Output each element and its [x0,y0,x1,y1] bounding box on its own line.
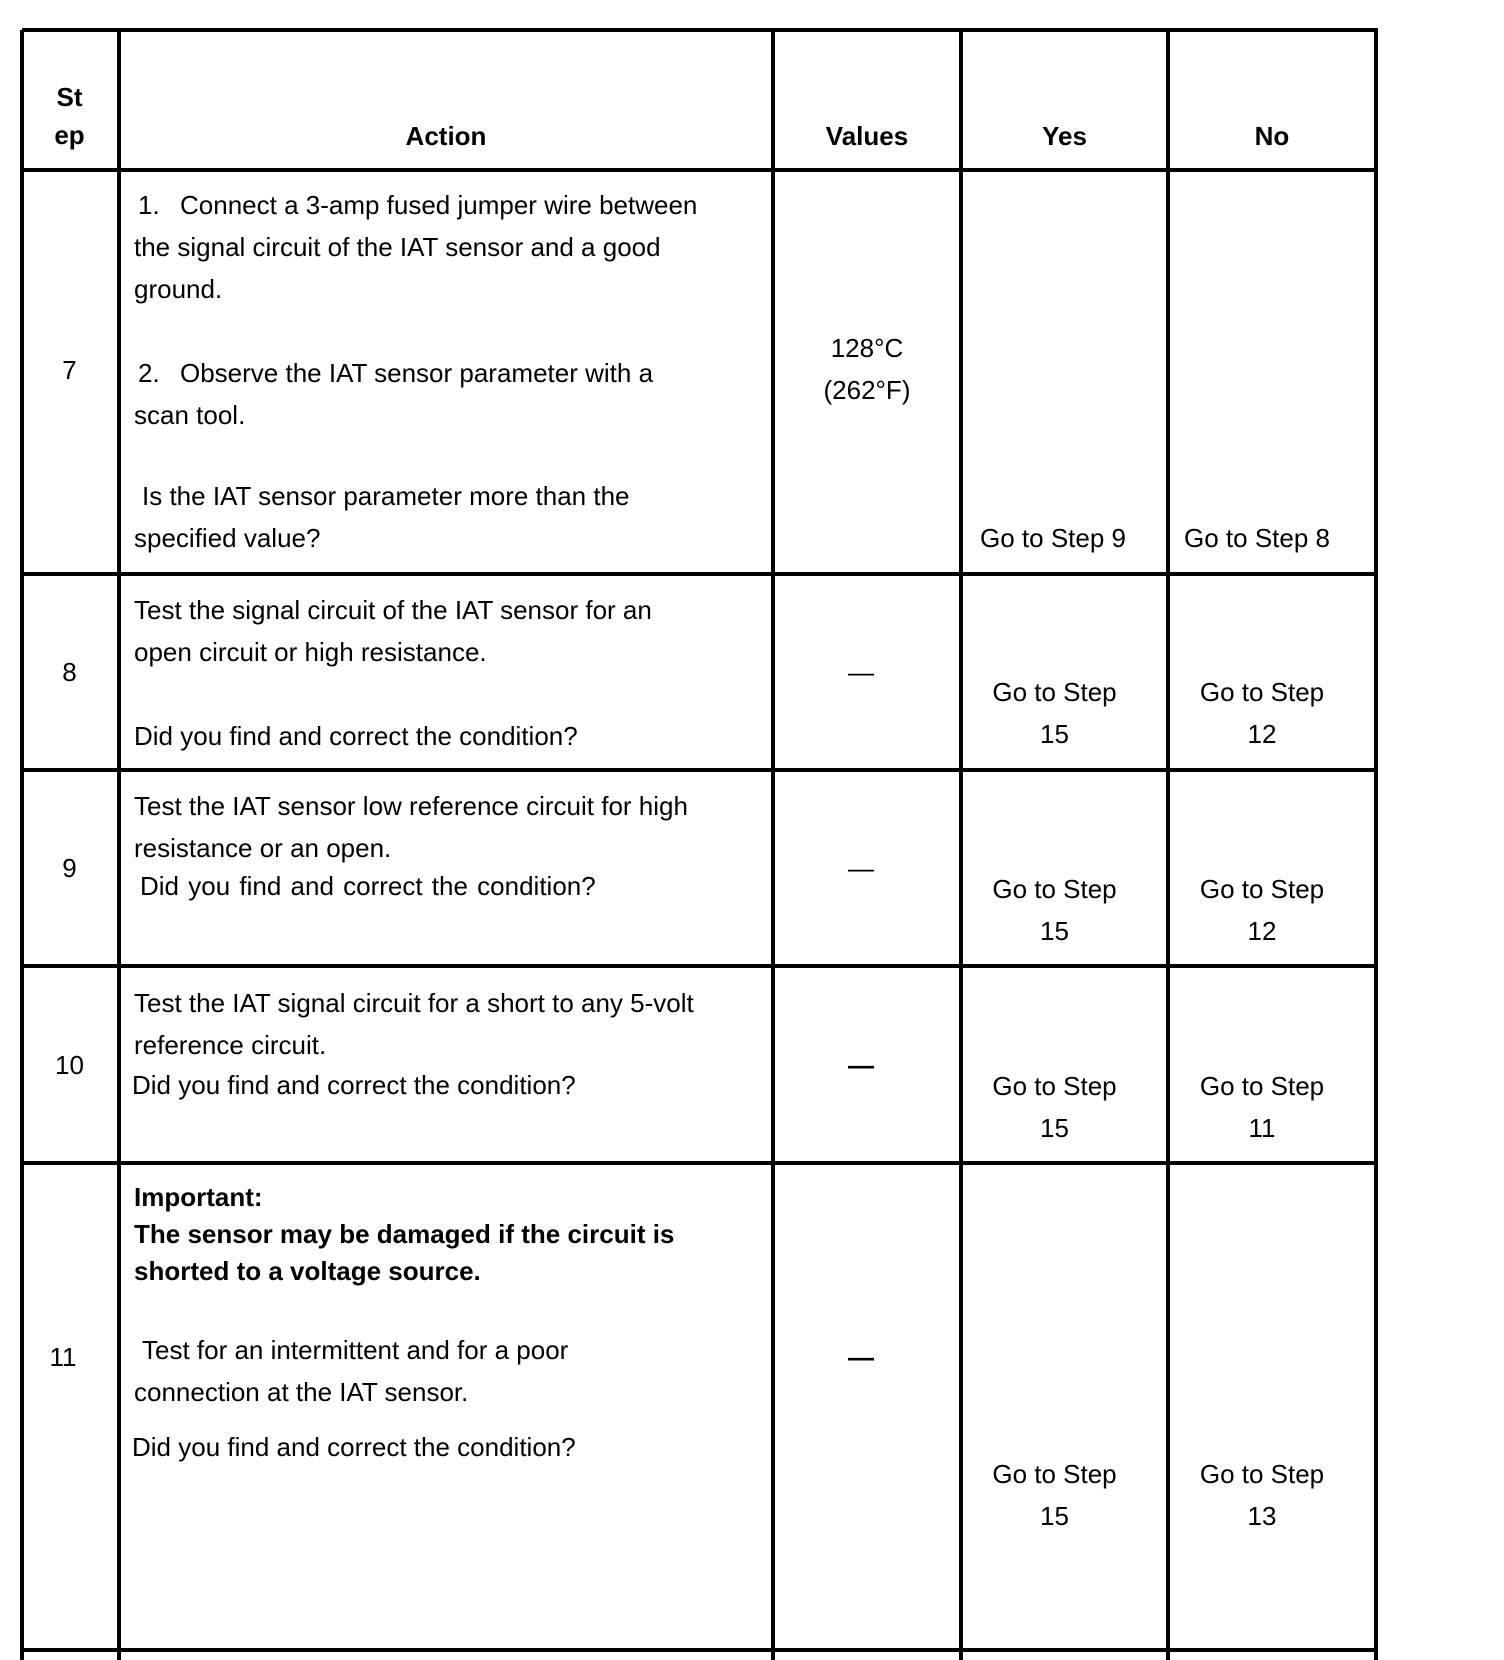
important-line1: The sensor may be damaged if the circuit is [134,1219,675,1249]
action-line2: connection at the IAT sensor. [134,1377,469,1407]
row-divider [22,572,1378,576]
yes-line2: 15 [1040,719,1069,749]
value-row-8: — [848,657,874,687]
yes-line1: Go to Step [992,1071,1117,1101]
yes-line1: Go to Step [992,1459,1117,1489]
no-row-11 [1170,1453,1354,1537]
action-line1: Test the signal circuit of the IAT sensor for an [134,595,652,625]
step-number-10: 10 [55,1050,84,1080]
action-line1: Test the IAT sensor low reference circuit for high [134,791,688,821]
header-step-line1: St [56,82,83,112]
value-row-7 [775,327,959,411]
item1-line2: the signal circuit of the IAT sensor and a good [134,232,661,262]
yes-row-9 [963,868,1146,952]
yes-line2: 15 [1040,1501,1069,1531]
item1-number: 1. [138,190,160,220]
header-action: Action [405,121,487,151]
item2-line1: Observe the IAT sensor parameter with a [180,358,654,388]
column-divider-yes [1166,30,1170,1660]
table-border-right [1374,30,1378,1660]
no-row-9 [1170,868,1354,952]
value-row-10: — [848,1050,874,1080]
question-line2: specified value? [134,523,321,553]
yes-row-8 [963,671,1146,755]
column-divider-action [771,30,775,1660]
action-question: Did you find and correct the condition? [134,721,578,751]
yes-row-7: Go to Step 9 [980,523,1126,553]
column-divider-values [959,30,963,1660]
value-row-9: — [848,853,874,883]
no-line1: Go to Step [1199,1071,1325,1101]
action-line1: Test the IAT signal circuit for a short to any 5-volt [134,988,694,1018]
header-divider [22,168,1378,172]
header-no: No [1254,121,1290,151]
no-line2: 11 [1248,1113,1276,1143]
step-number-11: 11 [49,1342,77,1372]
table-border-left [20,30,24,1660]
column-divider-step [117,30,121,1660]
no-row-10 [1170,1065,1354,1149]
action-line2: resistance or an open. [134,833,392,863]
yes-line2: 15 [1040,1113,1069,1143]
row-divider [22,964,1378,968]
action-question: Did you find and correct the condition? [132,1070,576,1100]
value-celsius: 128°C [830,333,904,363]
no-line1: Go to Step [1199,1459,1325,1489]
yes-line2: 15 [1040,916,1069,946]
item1-line3: ground. [134,274,223,304]
header-step [22,78,117,154]
yes-line1: Go to Step [992,874,1117,904]
table-border-top [22,28,1378,32]
step-number-8: 8 [62,657,77,687]
yes-row-10 [963,1065,1146,1149]
item1-line1: Connect a 3-amp fused jumper wire between [180,190,698,220]
action-line1: Test for an intermittent and for a poor [142,1335,569,1365]
value-fahrenheit: (262°F) [823,375,911,405]
question-line1: Is the IAT sensor parameter more than the [142,481,630,511]
action-line2: open circuit or high resistance. [134,637,487,667]
no-row-7: Go to Step 8 [1184,523,1330,553]
item2-line2: scan tool. [134,400,246,430]
no-line1: Go to Step [1199,677,1325,707]
no-line2: 12 [1247,916,1277,946]
action-line2: reference circuit. [134,1030,327,1060]
no-row-8 [1170,671,1354,755]
table-border-bottom [22,1648,1378,1652]
action-question: Did you find and correct the condition? [132,1432,576,1462]
item2-number: 2. [138,358,160,388]
value-row-11: — [848,1342,874,1372]
yes-line1: Go to Step [992,677,1117,707]
header-values: Values [825,121,909,151]
header-step-line2: ep [54,120,85,150]
no-line2: 13 [1247,1501,1277,1531]
row-divider [22,1161,1378,1165]
important-line2: shorted to a voltage source. [134,1256,481,1286]
step-number-9: 9 [62,853,77,883]
important-label: Important: [134,1182,263,1212]
action-question: Did you find and correct the condition? [140,871,596,901]
row-divider [22,768,1378,772]
no-line2: 12 [1247,719,1277,749]
no-line1: Go to Step [1199,874,1325,904]
yes-row-11 [963,1453,1146,1537]
step-number-7: 7 [62,355,77,385]
header-yes: Yes [1042,121,1087,151]
